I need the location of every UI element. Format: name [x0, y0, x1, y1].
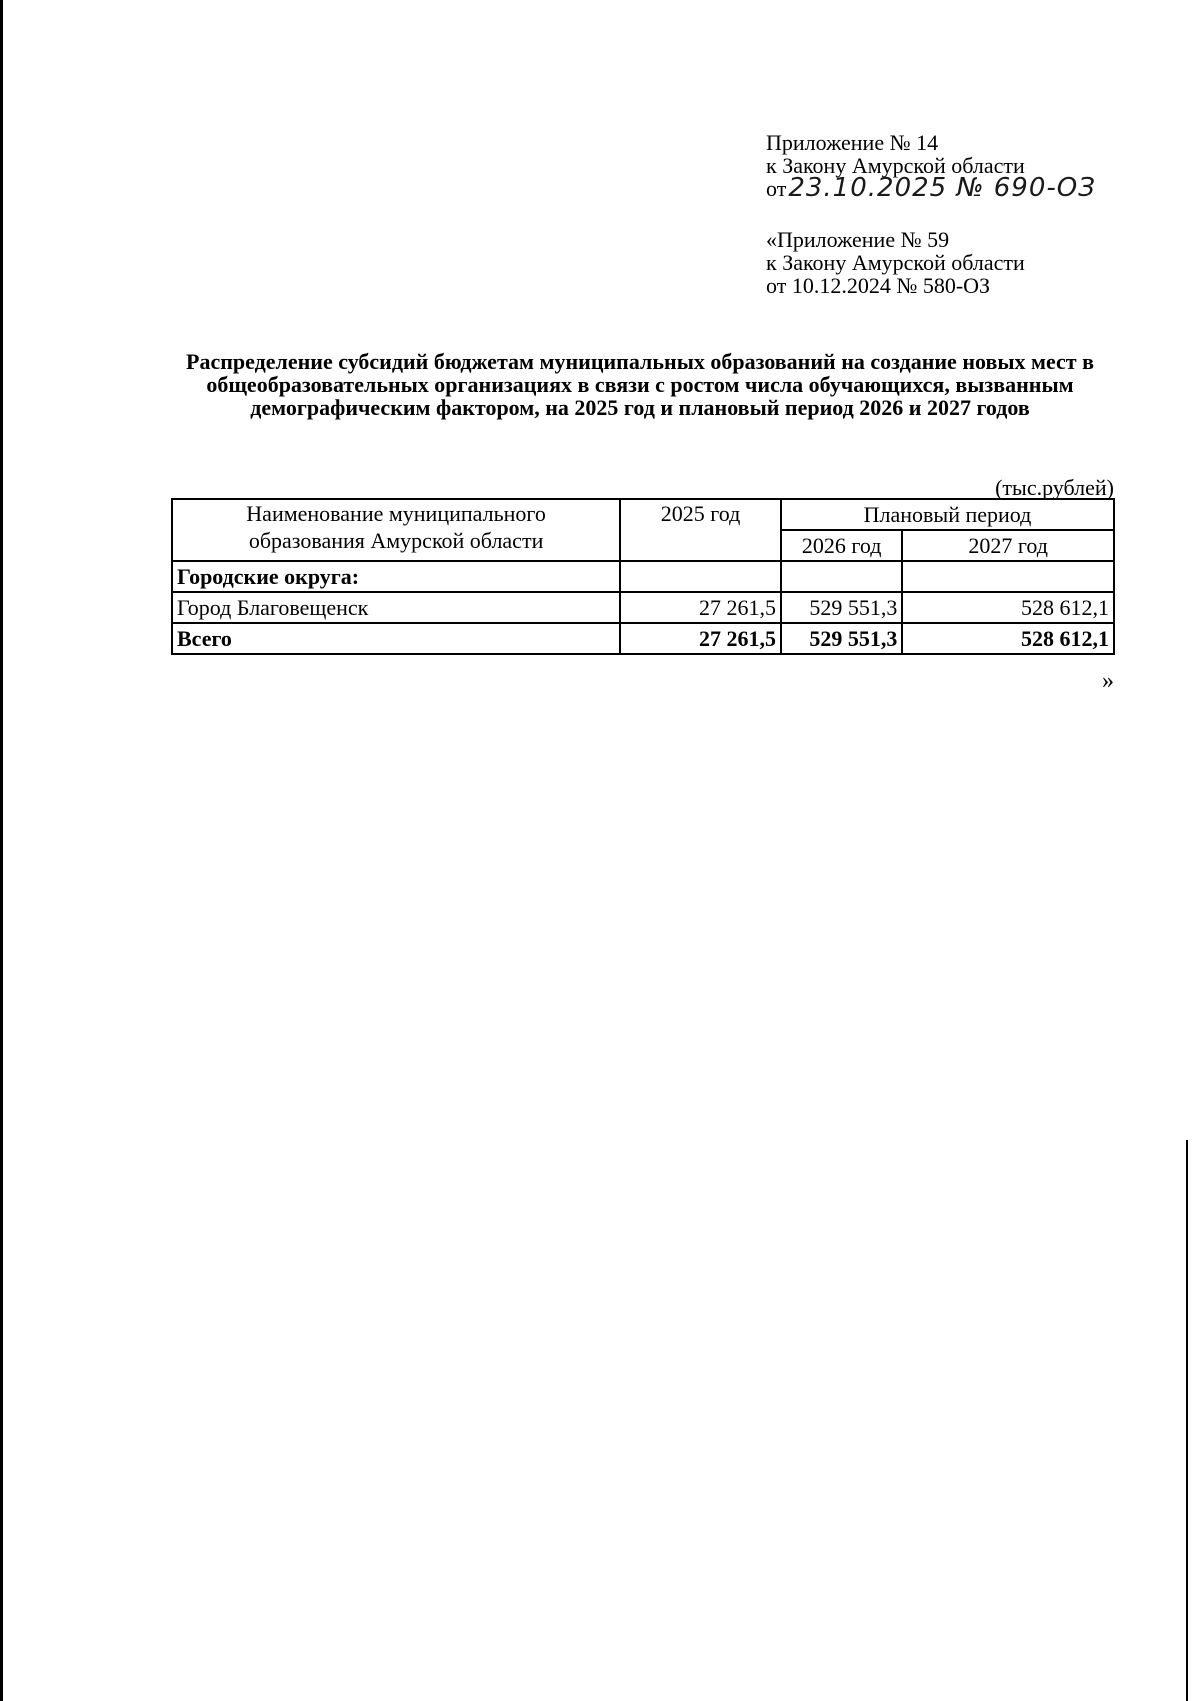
appendix-date-line — [766, 173, 1096, 203]
units-label: (тыс.рублей) — [995, 475, 1114, 500]
appendix-date-prefix: от — [766, 176, 787, 201]
appendix-header — [766, 130, 1096, 203]
row-value-2027: 528 612,1 — [902, 592, 1114, 623]
header-year-2027: 2027 год — [902, 530, 1114, 561]
original-appendix-header — [766, 228, 1025, 297]
original-appendix-law-reference: к Закону Амурской области — [766, 250, 1025, 275]
row-value-2026: 529 551,3 — [781, 623, 902, 654]
scan-border-left — [0, 0, 3, 1701]
row-value-2027: 528 612,1 — [902, 623, 1114, 654]
row-name: Всего — [172, 623, 620, 654]
appendix-number: Приложение № 14 — [766, 130, 939, 155]
header-municipality: Наименование муниципального образования Амурской области — [172, 499, 620, 561]
header-planned-period: Плановый период — [781, 499, 1114, 530]
scan-border-right — [1186, 1140, 1188, 1701]
row-name: Город Благовещенск — [172, 592, 620, 623]
row-value-2026: 529 551,3 — [781, 592, 902, 623]
row-value-2025: 27 261,5 — [620, 592, 781, 623]
closing-quote: » — [1102, 668, 1114, 694]
row-value-2026 — [781, 561, 902, 592]
table-row-total — [172, 623, 1114, 654]
row-value-2027 — [902, 561, 1114, 592]
original-appendix-number: «Приложение № 59 — [766, 227, 950, 252]
header-year-2026: 2026 год — [781, 530, 902, 561]
row-name: Городские округа: — [172, 561, 620, 592]
row-value-2025: 27 261,5 — [620, 623, 781, 654]
table-row — [172, 592, 1114, 623]
subsidy-table — [171, 498, 1115, 655]
table-row-section — [172, 561, 1114, 592]
header-year-2025: 2025 год — [620, 499, 781, 561]
original-appendix-date: от 10.12.2024 № 580-ОЗ — [766, 273, 991, 298]
row-value-2025 — [620, 561, 781, 592]
handwritten-date-number: 23.10.2025 № 690-ОЗ — [788, 173, 1096, 203]
table-header-row — [172, 499, 1114, 530]
appendix-law-reference: к Закону Амурской области — [766, 153, 1025, 178]
document-title: Распределение субсидий бюджетам муниципальных образований на создание новых мест в общеобразовательных организациях в связи с ростом числа обучающихся, вызванным демографическим фактором, на 2025 год и плановый период 2026 и 2027 годов — [186, 349, 1094, 420]
